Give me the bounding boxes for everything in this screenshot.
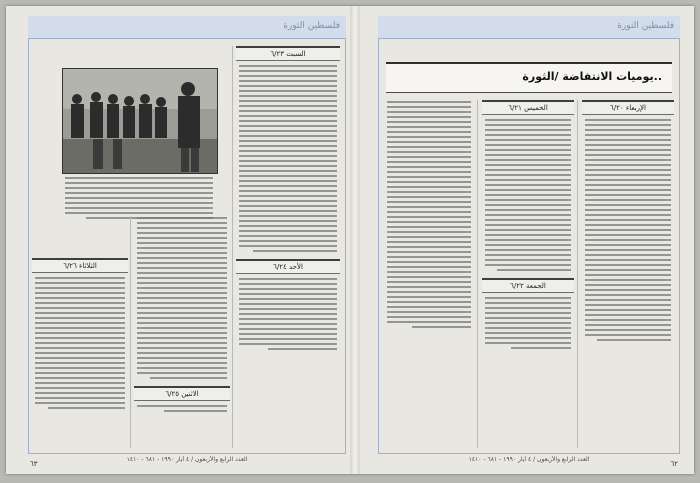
left-page-header-band <box>28 16 346 39</box>
column-rule <box>577 100 578 448</box>
left-page-column-3 <box>32 258 128 448</box>
spine-gutter <box>350 6 360 474</box>
news-photo-image <box>63 69 217 173</box>
feature-title: يوميات الانتفاضة /الثورة.. <box>522 70 662 83</box>
magazine-spread <box>6 6 694 474</box>
photo-caption <box>62 176 216 220</box>
column-heading-saturday: السبت ٦/٢٣ <box>236 46 340 61</box>
column-rule <box>232 46 233 448</box>
left-page-column-2 <box>134 216 230 448</box>
news-photo <box>62 68 218 174</box>
left-page-number: ٦٣ <box>30 460 38 468</box>
feature-title-box <box>386 62 672 93</box>
column-heading-wednesday: الإربعاء ٦/٢٠ <box>582 100 674 115</box>
column-heading-friday: الجمعة ٦/٢٢ <box>482 278 574 293</box>
column-heading-tuesday: الثلاثاء ٦/٢٦ <box>32 258 128 273</box>
left-page-footer: العدد الرابع والأربعون / ٤ أيار ١٩٩٠ - ٦٨١ - ١٤١٠ <box>126 456 248 463</box>
right-page-header-band <box>378 16 680 39</box>
left-page <box>28 16 346 468</box>
right-page-logo: فلسطين الثورة <box>617 21 674 31</box>
column-heading-thursday: الخميس ٦/٢١ <box>482 100 574 115</box>
column-heading-sunday: الأحد ٦/٢٤ <box>236 259 340 274</box>
left-page-logo: فلسطين الثورة <box>283 21 340 31</box>
right-page-footer: العدد الرابع والأربعون / ٤ أيار ١٩٩٠ - ٦٨١ - ١٤١٠ <box>468 456 590 463</box>
column-rule <box>477 100 478 448</box>
column-heading-monday: الاثنين ٦/٢٥ <box>134 386 230 401</box>
left-page-column-1 <box>236 46 340 448</box>
column-rule <box>130 216 131 448</box>
right-page <box>378 16 680 468</box>
right-page-column-2 <box>482 100 574 448</box>
right-page-column-3 <box>384 100 474 448</box>
right-page-number: ٦٢ <box>670 460 678 468</box>
right-page-column-1 <box>582 100 674 448</box>
